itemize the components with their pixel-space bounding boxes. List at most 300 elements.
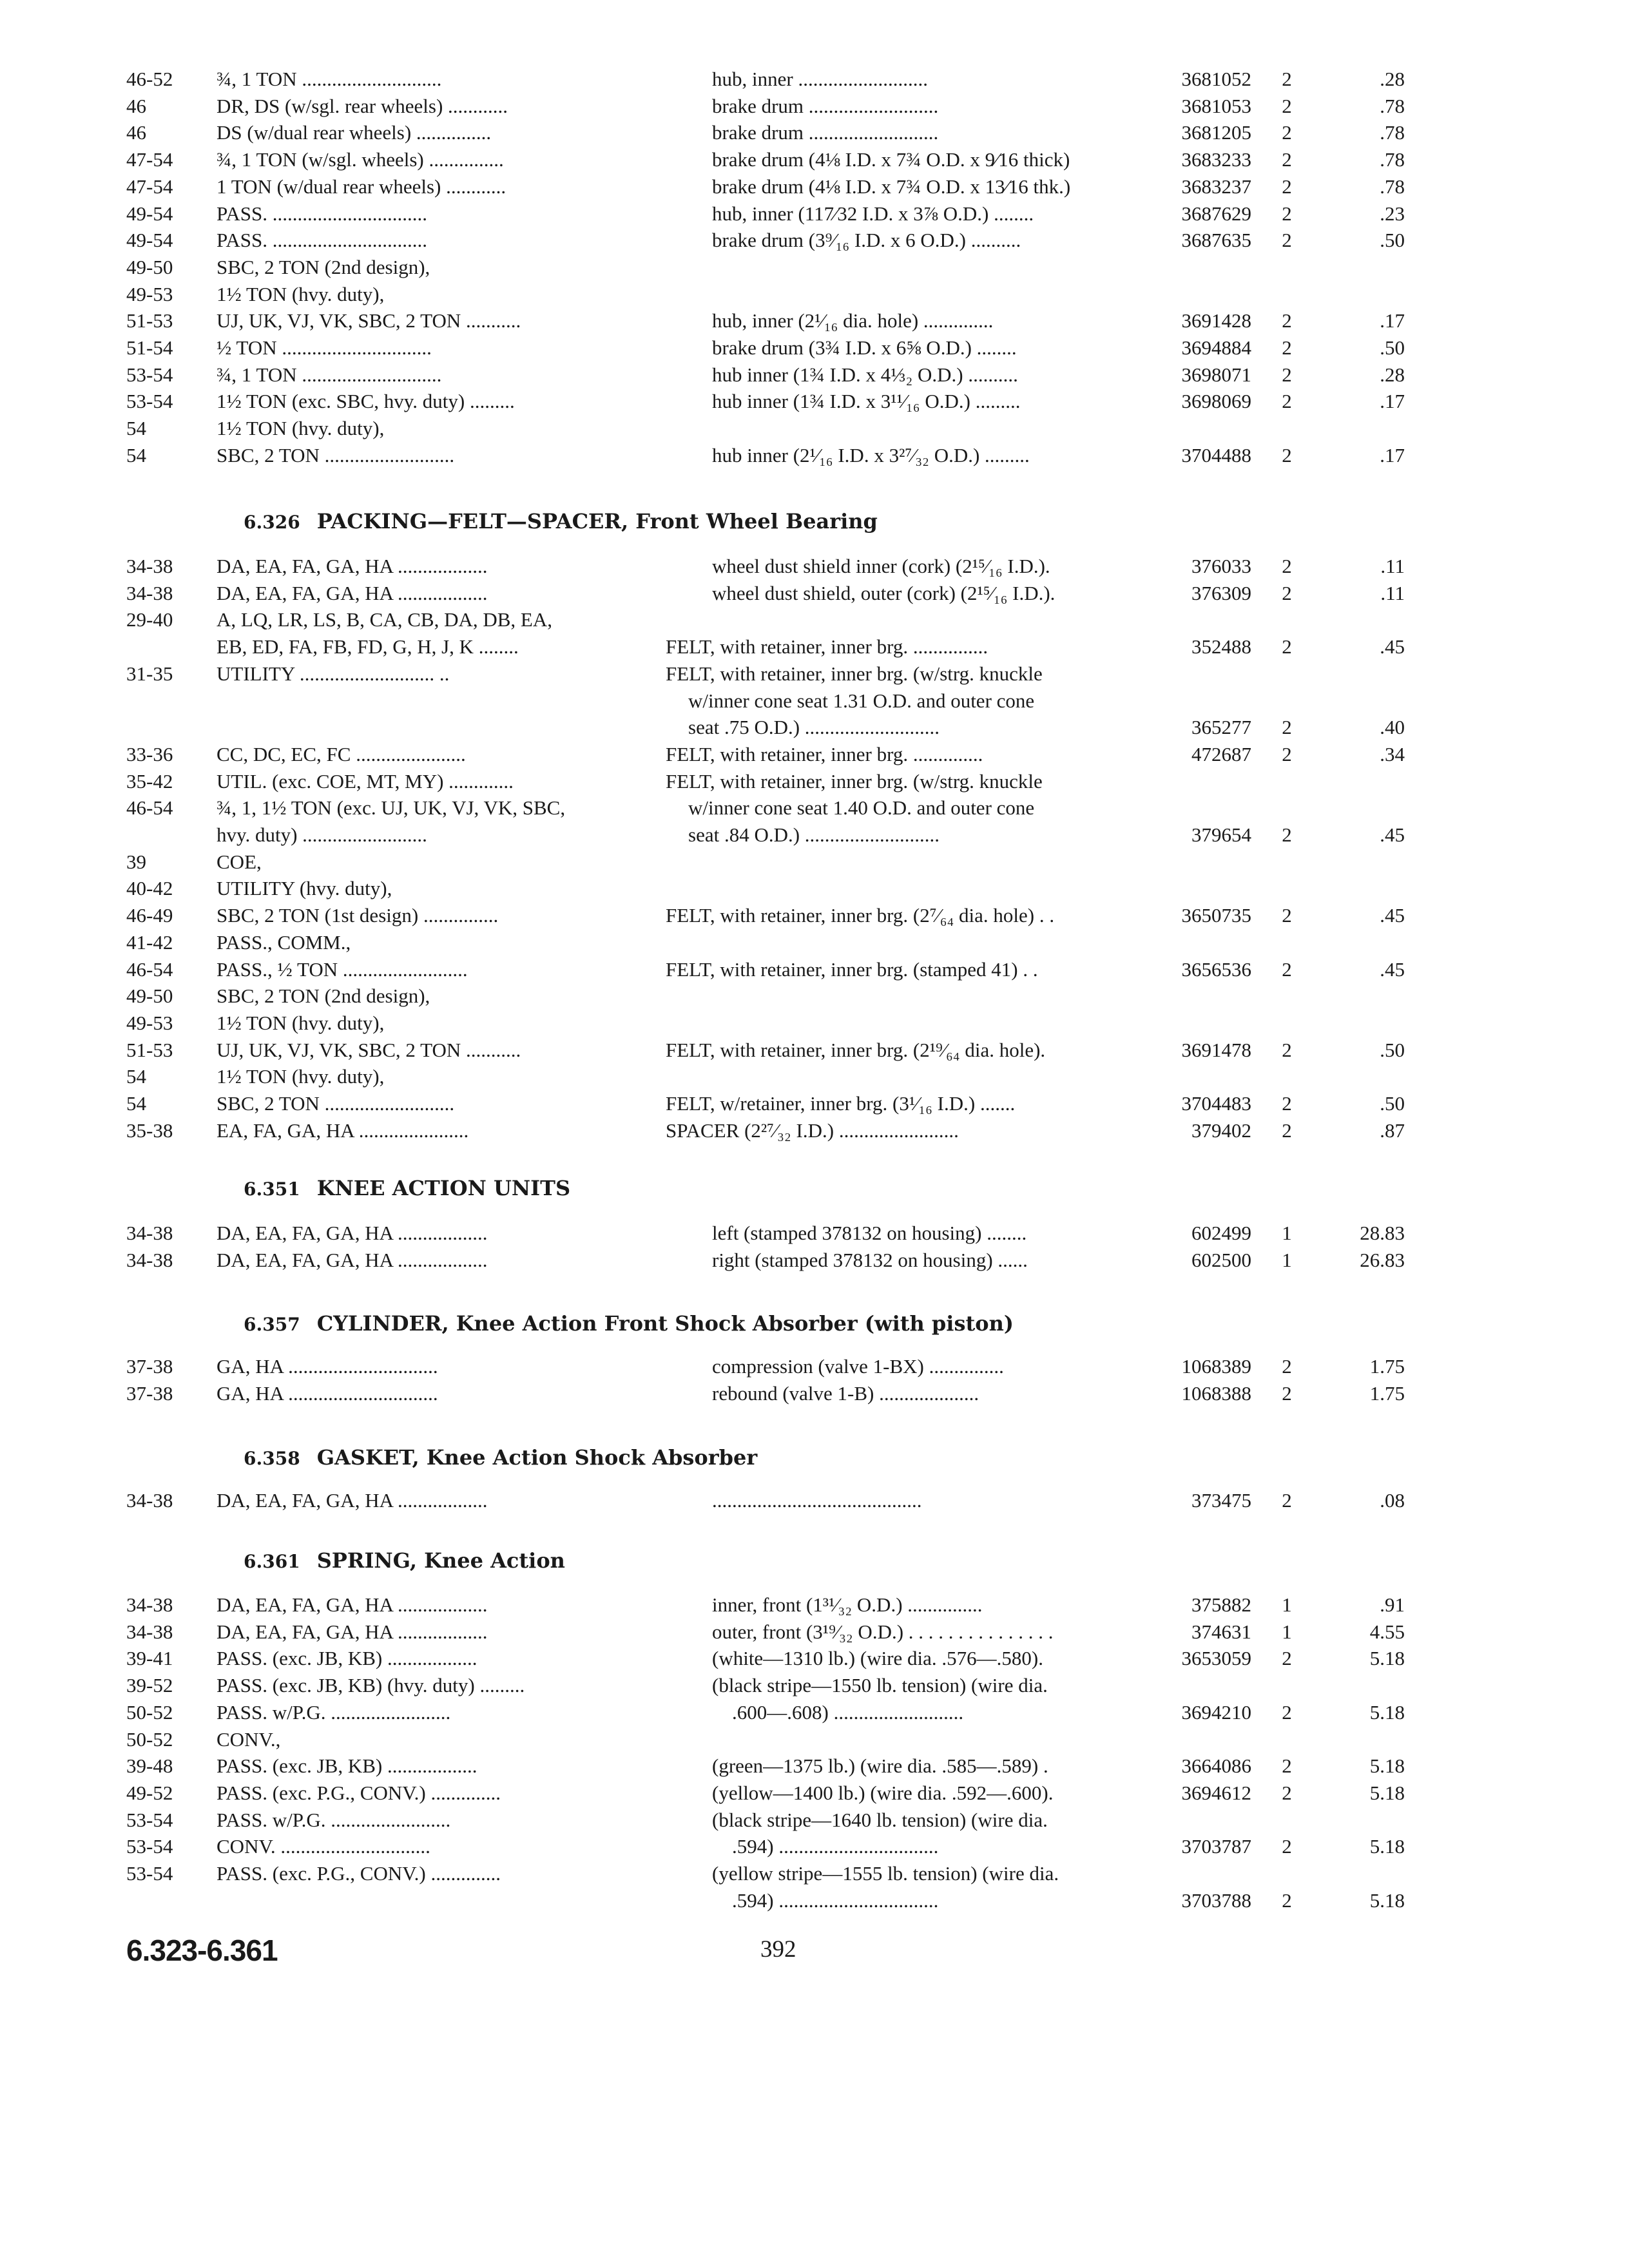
section-range: 6.323-6.361 <box>126 1934 278 1967</box>
quantity: 2 <box>1282 1888 1292 1912</box>
part-number: 374631 <box>1191 1620 1251 1643</box>
model-years: 49-54 <box>126 229 173 252</box>
models-applicable: UTIL. (exc. COE, MT, MY) ............. <box>217 769 514 793</box>
part-description: SPACER (2²⁷⁄₃₂ I.D.) ........................ <box>666 1119 959 1142</box>
part-description: brake drum (4⅛ I.D. x 7¾ O.D. x 13⁄16 thk.) <box>712 175 1071 198</box>
model-years: 46 <box>126 94 146 117</box>
part-description: .600—.608) .......................... <box>732 1700 964 1724</box>
quantity: 2 <box>1282 1092 1292 1115</box>
part-number: 3687629 <box>1181 202 1251 225</box>
part-description: brake drum .......................... <box>712 94 939 117</box>
model-years: 41-42 <box>126 930 173 954</box>
price: .11 <box>1380 581 1405 604</box>
model-years: 46 <box>126 121 146 144</box>
models-applicable: ¾, 1 TON ............................ <box>217 68 442 90</box>
model-years: 51-54 <box>126 336 173 359</box>
models-applicable: SBC, 2 TON (2nd design), <box>217 255 430 278</box>
part-description: hub, inner .......................... <box>712 68 928 90</box>
part-description: wheel dust shield inner (cork) (2¹⁵⁄₁₆ I.D.). <box>712 555 1050 577</box>
model-years: 34-38 <box>126 1222 173 1244</box>
models-applicable: EB, ED, FA, FB, FD, G, H, J, K ........ <box>217 635 519 658</box>
part-number: 3694210 <box>1181 1700 1251 1724</box>
models-applicable: ½ TON .............................. <box>217 336 432 359</box>
models-applicable: DA, EA, FA, GA, HA .................. <box>217 1620 488 1643</box>
quantity: 2 <box>1282 94 1292 117</box>
parts-row <box>0 660 1629 687</box>
parts-row <box>0 606 1629 633</box>
quantity: 2 <box>1282 121 1292 144</box>
parts-row <box>0 1353 1629 1380</box>
quantity: 1 <box>1282 1222 1292 1244</box>
model-years: 49-52 <box>126 1781 173 1804</box>
part-description: wheel dust shield, outer (cork) (2¹⁵⁄₁₆ I.D.). <box>712 581 1055 604</box>
part-number: 352488 <box>1191 635 1251 658</box>
model-years: 35-38 <box>126 1119 173 1142</box>
price: 5.18 <box>1369 1835 1405 1858</box>
price: .11 <box>1380 555 1405 577</box>
models-applicable: DS (w/dual rear wheels) ............... <box>217 121 492 144</box>
quantity: 1 <box>1282 1248 1292 1271</box>
models-applicable: SBC, 2 TON (1st design) ............... <box>217 904 499 927</box>
price: .17 <box>1380 443 1405 466</box>
models-applicable: SBC, 2 TON (2nd design), <box>217 985 430 1008</box>
models-applicable: PASS. ............................... <box>217 202 428 225</box>
part-number: 376309 <box>1191 581 1251 604</box>
parts-row <box>0 1645 1629 1672</box>
parts-row <box>0 1380 1629 1407</box>
models-applicable: GA, HA .............................. <box>217 1355 438 1378</box>
model-years: 51-53 <box>126 1038 173 1061</box>
models-applicable: UJ, UK, VJ, VK, SBC, 2 TON ........... <box>217 1038 521 1061</box>
model-years: 53-54 <box>126 1835 173 1858</box>
price: 5.18 <box>1369 1647 1405 1670</box>
quantity: 2 <box>1282 390 1292 413</box>
model-years: 47-54 <box>126 148 173 171</box>
model-years: 53-54 <box>126 1862 173 1885</box>
model-years: 33-36 <box>126 742 173 765</box>
models-applicable: 1½ TON (hvy. duty), <box>217 1065 385 1088</box>
models-applicable: 1½ TON (hvy. duty), <box>217 1011 385 1034</box>
quantity: 2 <box>1282 1835 1292 1858</box>
models-applicable: PASS. w/P.G. ........................ <box>217 1808 451 1831</box>
quantity: 2 <box>1282 443 1292 466</box>
parts-row <box>0 334 1629 361</box>
part-description: compression (valve 1-BX) ............... <box>712 1355 1004 1378</box>
parts-row <box>0 1833 1629 1860</box>
part-description: outer, front (3¹⁹⁄₃₂ O.D.) . . . . . . . . . . . . . . . <box>712 1620 1054 1643</box>
model-years: 46-49 <box>126 904 173 927</box>
models-applicable: 1 TON (w/dual rear wheels) ............ <box>217 175 506 198</box>
price: .34 <box>1380 742 1405 765</box>
models-applicable: PASS. (exc. JB, KB) .................. <box>217 1754 477 1778</box>
model-years: 40-42 <box>126 877 173 900</box>
part-number: 3698069 <box>1181 390 1251 413</box>
model-years: 34-38 <box>126 1248 173 1271</box>
quantity: 1 <box>1282 1620 1292 1643</box>
models-applicable: hvy. duty) ......................... <box>217 823 427 846</box>
section-number: 6.326 <box>244 512 300 533</box>
part-number: 379654 <box>1191 823 1251 846</box>
model-years: 37-38 <box>126 1355 173 1378</box>
models-applicable: 1½ TON (exc. SBC, hvy. duty) ......... <box>217 390 515 413</box>
quantity: 2 <box>1282 581 1292 604</box>
parts-row <box>0 875 1629 902</box>
model-years: 39-52 <box>126 1674 173 1697</box>
quantity: 2 <box>1282 175 1292 198</box>
models-applicable: ¾, 1 TON ............................ <box>217 363 442 386</box>
quantity: 2 <box>1282 635 1292 658</box>
price: .78 <box>1380 121 1405 144</box>
part-description: FELT, with retainer, inner brg. (w/strg. knuckle <box>666 769 1043 793</box>
model-years: 50-52 <box>126 1727 173 1751</box>
model-years: 53-54 <box>126 363 173 386</box>
section-title: PACKING—FELT—SPACER, Front Wheel Bearing <box>316 509 878 533</box>
model-years: 49-50 <box>126 985 173 1008</box>
part-description: (yellow stripe—1555 lb. tension) (wire dia. <box>712 1862 1059 1885</box>
models-applicable: DA, EA, FA, GA, HA .................. <box>217 555 488 577</box>
models-applicable: COE, <box>217 850 262 873</box>
model-years: 34-38 <box>126 1620 173 1643</box>
part-number: 3694884 <box>1181 336 1251 359</box>
part-description: hub inner (2¹⁄₁₆ I.D. x 3²⁷⁄₃₂ O.D.) ......... <box>712 443 1030 466</box>
parts-row <box>0 1860 1629 1887</box>
models-applicable: DA, EA, FA, GA, HA .................. <box>217 1489 488 1512</box>
price: 1.75 <box>1369 1355 1405 1378</box>
part-number: 3653059 <box>1181 1647 1251 1670</box>
models-applicable: PASS. (exc. JB, KB) .................. <box>217 1647 477 1670</box>
price: .17 <box>1380 390 1405 413</box>
model-years: 49-50 <box>126 255 173 278</box>
model-years: 35-42 <box>126 769 173 793</box>
section-number: 6.357 <box>244 1314 300 1335</box>
model-years: 39-41 <box>126 1647 173 1670</box>
part-description: rebound (valve 1-B) .................... <box>712 1381 979 1405</box>
quantity: 2 <box>1282 555 1292 577</box>
part-number: 376033 <box>1191 555 1251 577</box>
price: .78 <box>1380 94 1405 117</box>
part-description: FELT, with retainer, inner brg. (w/strg. knuckle <box>666 662 1043 685</box>
quantity: 2 <box>1282 716 1292 739</box>
parts-row <box>0 1699 1629 1726</box>
parts-row <box>0 1010 1629 1037</box>
parts-row <box>0 254 1629 281</box>
part-number: 3691478 <box>1181 1038 1251 1061</box>
part-number: 472687 <box>1191 742 1251 765</box>
models-applicable: CONV. .............................. <box>217 1835 430 1858</box>
page-number: 392 <box>760 1936 796 1963</box>
price: 5.18 <box>1369 1700 1405 1724</box>
part-description: hub, inner (117⁄32 I.D. x 3⅞ O.D.) ........ <box>712 202 1034 225</box>
parts-row <box>0 1247 1629 1274</box>
price: .28 <box>1380 68 1405 90</box>
parts-row <box>0 307 1629 334</box>
part-description: (white—1310 lb.) (wire dia. .576—.580). <box>712 1647 1043 1670</box>
quantity: 2 <box>1282 1355 1292 1378</box>
model-years: 34-38 <box>126 1593 173 1616</box>
price: 5.18 <box>1369 1781 1405 1804</box>
quantity: 2 <box>1282 336 1292 359</box>
parts-row <box>0 580 1629 607</box>
parts-row <box>0 173 1629 200</box>
quantity: 2 <box>1282 363 1292 386</box>
models-applicable: CC, DC, EC, FC ...................... <box>217 742 466 765</box>
section-title: SPRING, Knee Action <box>316 1548 565 1573</box>
models-applicable: DR, DS (w/sgl. rear wheels) ............ <box>217 94 508 117</box>
part-description: right (stamped 378132 on housing) ...... <box>712 1248 1028 1271</box>
price: .45 <box>1380 904 1405 927</box>
part-description: brake drum (4⅛ I.D. x 7¾ O.D. x 9⁄16 thick) <box>712 148 1070 171</box>
parts-row <box>0 902 1629 929</box>
models-applicable: UTILITY ........................... .. <box>217 662 450 685</box>
part-number: 3681053 <box>1181 94 1251 117</box>
model-years: 39 <box>126 850 146 873</box>
section-heading <box>244 1546 565 1575</box>
price: 26.83 <box>1360 1248 1405 1271</box>
parts-row <box>0 1117 1629 1144</box>
parts-row <box>0 1780 1629 1807</box>
quantity: 2 <box>1282 68 1292 90</box>
part-description: w/inner cone seat 1.31 O.D. and outer cone <box>688 689 1035 712</box>
model-years: 50-52 <box>126 1700 173 1724</box>
quantity: 2 <box>1282 148 1292 171</box>
section-title: KNEE ACTION UNITS <box>316 1176 571 1200</box>
price: .28 <box>1380 363 1405 386</box>
models-applicable: PASS. (exc. P.G., CONV.) .............. <box>217 1781 501 1804</box>
price: 1.75 <box>1369 1381 1405 1405</box>
models-applicable: A, LQ, LR, LS, B, CA, CB, DA, DB, EA, <box>217 608 553 631</box>
models-applicable: DA, EA, FA, GA, HA .................. <box>217 1222 488 1244</box>
model-years: 46-54 <box>126 957 173 981</box>
model-years: 49-53 <box>126 282 173 305</box>
part-number: 3704483 <box>1181 1092 1251 1115</box>
parts-row <box>0 1037 1629 1064</box>
model-years: 54 <box>126 417 146 440</box>
parts-row <box>0 281 1629 308</box>
models-applicable: DA, EA, FA, GA, HA .................. <box>217 1593 488 1616</box>
parts-row <box>0 119 1629 146</box>
section-number: 6.358 <box>244 1448 300 1469</box>
part-description: hub, inner (2¹⁄₁₆ dia. hole) .............. <box>712 309 994 332</box>
part-description: brake drum .......................... <box>712 121 939 144</box>
part-description: .594) ................................ <box>732 1888 939 1912</box>
part-description: FELT, with retainer, inner brg. (2⁷⁄₆₄ dia. hole) . . <box>666 904 1055 927</box>
part-description: (green—1375 lb.) (wire dia. .585—.589) . <box>712 1754 1048 1778</box>
part-number: 3664086 <box>1181 1754 1251 1778</box>
model-years: 53-54 <box>126 1808 173 1831</box>
quantity: 2 <box>1282 1700 1292 1724</box>
model-years: 34-38 <box>126 555 173 577</box>
model-years: 49-54 <box>126 202 173 225</box>
part-number: 3650735 <box>1181 904 1251 927</box>
parts-row <box>0 929 1629 956</box>
part-number: 379402 <box>1191 1119 1251 1142</box>
models-applicable: DA, EA, FA, GA, HA .................. <box>217 581 488 604</box>
part-number: 3691428 <box>1181 309 1251 332</box>
model-years: 49-53 <box>126 1011 173 1034</box>
price: .50 <box>1380 229 1405 252</box>
part-description: FELT, with retainer, inner brg. .............. <box>666 742 983 765</box>
parts-row <box>0 1807 1629 1834</box>
section-number: 6.351 <box>244 1178 300 1200</box>
model-years: 31-35 <box>126 662 173 685</box>
price: .17 <box>1380 309 1405 332</box>
price: .23 <box>1380 202 1405 225</box>
part-number: 3703787 <box>1181 1835 1251 1858</box>
part-number: 375882 <box>1191 1593 1251 1616</box>
part-description: (black stripe—1640 lb. tension) (wire dia. <box>712 1808 1048 1831</box>
parts-row <box>0 415 1629 442</box>
parts-row <box>0 553 1629 580</box>
quantity: 2 <box>1282 1754 1292 1778</box>
parts-row <box>0 768 1629 795</box>
part-number: 3698071 <box>1181 363 1251 386</box>
part-description: FELT, w/retainer, inner brg. (3¹⁄₁₆ I.D.) ....... <box>666 1092 1016 1115</box>
price: 5.18 <box>1369 1754 1405 1778</box>
part-description: brake drum (3¾ I.D. x 6⅝ O.D.) ........ <box>712 336 1017 359</box>
price: .78 <box>1380 175 1405 198</box>
price: .91 <box>1380 1593 1405 1616</box>
models-applicable: 1½ TON (hvy. duty), <box>217 417 385 440</box>
part-description: .594) ................................ <box>732 1835 939 1858</box>
models-applicable: PASS. (exc. JB, KB) (hvy. duty) ......... <box>217 1674 525 1697</box>
parts-row <box>0 93 1629 120</box>
parts-row <box>0 633 1629 660</box>
model-years: 29-40 <box>126 608 173 631</box>
parts-row <box>0 1672 1629 1699</box>
quantity: 2 <box>1282 1647 1292 1670</box>
parts-row <box>0 1619 1629 1646</box>
price: .87 <box>1380 1119 1405 1142</box>
parts-row <box>0 1753 1629 1780</box>
price: .50 <box>1380 1092 1405 1115</box>
quantity: 2 <box>1282 742 1292 765</box>
parts-row <box>0 1726 1629 1753</box>
quantity: 2 <box>1282 904 1292 927</box>
parts-row <box>0 714 1629 741</box>
models-applicable: PASS. (exc. P.G., CONV.) .............. <box>217 1862 501 1885</box>
parts-row <box>0 146 1629 173</box>
section-heading <box>244 1309 1014 1338</box>
parts-row <box>0 741 1629 768</box>
parts-row <box>0 822 1629 849</box>
parts-row <box>0 1887 1629 1914</box>
price: .45 <box>1380 957 1405 981</box>
part-description: inner, front (1³¹⁄₃₂ O.D.) ............... <box>712 1593 983 1616</box>
part-description: seat .84 O.D.) ........................... <box>688 823 940 846</box>
parts-row <box>0 361 1629 389</box>
model-years: 46-52 <box>126 68 173 90</box>
part-description: seat .75 O.D.) ........................... <box>688 716 940 739</box>
model-years: 37-38 <box>126 1381 173 1405</box>
models-applicable: PASS., COMM., <box>217 930 351 954</box>
part-description: hub inner (1¾ I.D. x 3¹¹⁄₁₆ O.D.) ......... <box>712 390 1021 413</box>
part-number: 3656536 <box>1181 957 1251 981</box>
part-description: left (stamped 378132 on housing) ........ <box>712 1222 1027 1244</box>
models-applicable: GA, HA .............................. <box>217 1381 438 1405</box>
models-applicable: CONV., <box>217 1727 281 1751</box>
parts-row <box>0 388 1629 415</box>
models-applicable: UJ, UK, VJ, VK, SBC, 2 TON ........... <box>217 309 521 332</box>
model-years: 46-54 <box>126 796 173 820</box>
price: 28.83 <box>1360 1222 1405 1244</box>
parts-row <box>0 227 1629 254</box>
model-years: 34-38 <box>126 1489 173 1512</box>
price: .50 <box>1380 336 1405 359</box>
price: .78 <box>1380 148 1405 171</box>
part-description: hub inner (1¾ I.D. x 4⅓₂ O.D.) .......... <box>712 363 1018 386</box>
part-description: FELT, with retainer, inner brg. (stamped 41) . . <box>666 957 1038 981</box>
price: .40 <box>1380 716 1405 739</box>
part-number: 3704488 <box>1181 443 1251 466</box>
section-title: GASKET, Knee Action Shock Absorber <box>316 1445 758 1470</box>
part-description: brake drum (3⁹⁄₁₆ I.D. x 6 O.D.) .......... <box>712 229 1021 252</box>
parts-row <box>0 1591 1629 1619</box>
price: 5.18 <box>1369 1888 1405 1912</box>
part-number: 3683237 <box>1181 175 1251 198</box>
models-applicable: 1½ TON (hvy. duty), <box>217 282 385 305</box>
parts-row <box>0 1487 1629 1514</box>
model-years: 47-54 <box>126 175 173 198</box>
section-number: 6.361 <box>244 1551 300 1572</box>
quantity: 2 <box>1282 1781 1292 1804</box>
part-description: FELT, with retainer, inner brg. ............... <box>666 635 988 658</box>
models-applicable: ¾, 1, 1½ TON (exc. UJ, UK, VJ, VK, SBC, <box>217 796 566 820</box>
model-years: 54 <box>126 443 146 466</box>
models-applicable: DA, EA, FA, GA, HA .................. <box>217 1248 488 1271</box>
parts-row <box>0 687 1629 715</box>
quantity: 2 <box>1282 823 1292 846</box>
models-applicable: SBC, 2 TON .......................... <box>217 443 455 466</box>
price: .08 <box>1380 1489 1405 1512</box>
quantity: 2 <box>1282 957 1292 981</box>
quantity: 2 <box>1282 202 1292 225</box>
section-title: CYLINDER, Knee Action Front Shock Absorber (with piston) <box>316 1311 1014 1336</box>
section-heading <box>244 1443 757 1472</box>
quantity: 1 <box>1282 1593 1292 1616</box>
models-applicable: ¾, 1 TON (w/sgl. wheels) ............... <box>217 148 504 171</box>
part-number: 3681205 <box>1181 121 1251 144</box>
models-applicable: PASS., ½ TON ......................... <box>217 957 468 981</box>
model-years: 54 <box>126 1065 146 1088</box>
models-applicable: EA, FA, GA, HA ...................... <box>217 1119 469 1142</box>
part-number: 602500 <box>1191 1248 1251 1271</box>
part-description: (black stripe—1550 lb. tension) (wire dia. <box>712 1674 1048 1697</box>
parts-row <box>0 1063 1629 1090</box>
part-number: 3694612 <box>1181 1781 1251 1804</box>
model-years: 34-38 <box>126 581 173 604</box>
part-description: .......................................... <box>712 1489 922 1512</box>
part-number: 3703788 <box>1181 1888 1251 1912</box>
part-number: 1068388 <box>1181 1381 1251 1405</box>
parts-row <box>0 849 1629 876</box>
models-applicable: UTILITY (hvy. duty), <box>217 877 392 900</box>
part-description: FELT, with retainer, inner brg. (2¹⁹⁄₆₄ dia. hole). <box>666 1038 1046 1061</box>
parts-row <box>0 794 1629 822</box>
section-heading <box>244 507 878 535</box>
parts-row <box>0 956 1629 983</box>
parts-row <box>0 1090 1629 1117</box>
parts-row <box>0 66 1629 93</box>
part-number: 602499 <box>1191 1222 1251 1244</box>
quantity: 2 <box>1282 1489 1292 1512</box>
model-years: 39-48 <box>126 1754 173 1778</box>
part-number: 3681052 <box>1181 68 1251 90</box>
models-applicable: PASS. w/P.G. ........................ <box>217 1700 451 1724</box>
models-applicable: PASS. ............................... <box>217 229 428 252</box>
price: 4.55 <box>1369 1620 1405 1643</box>
quantity: 2 <box>1282 309 1292 332</box>
part-number: 365277 <box>1191 716 1251 739</box>
